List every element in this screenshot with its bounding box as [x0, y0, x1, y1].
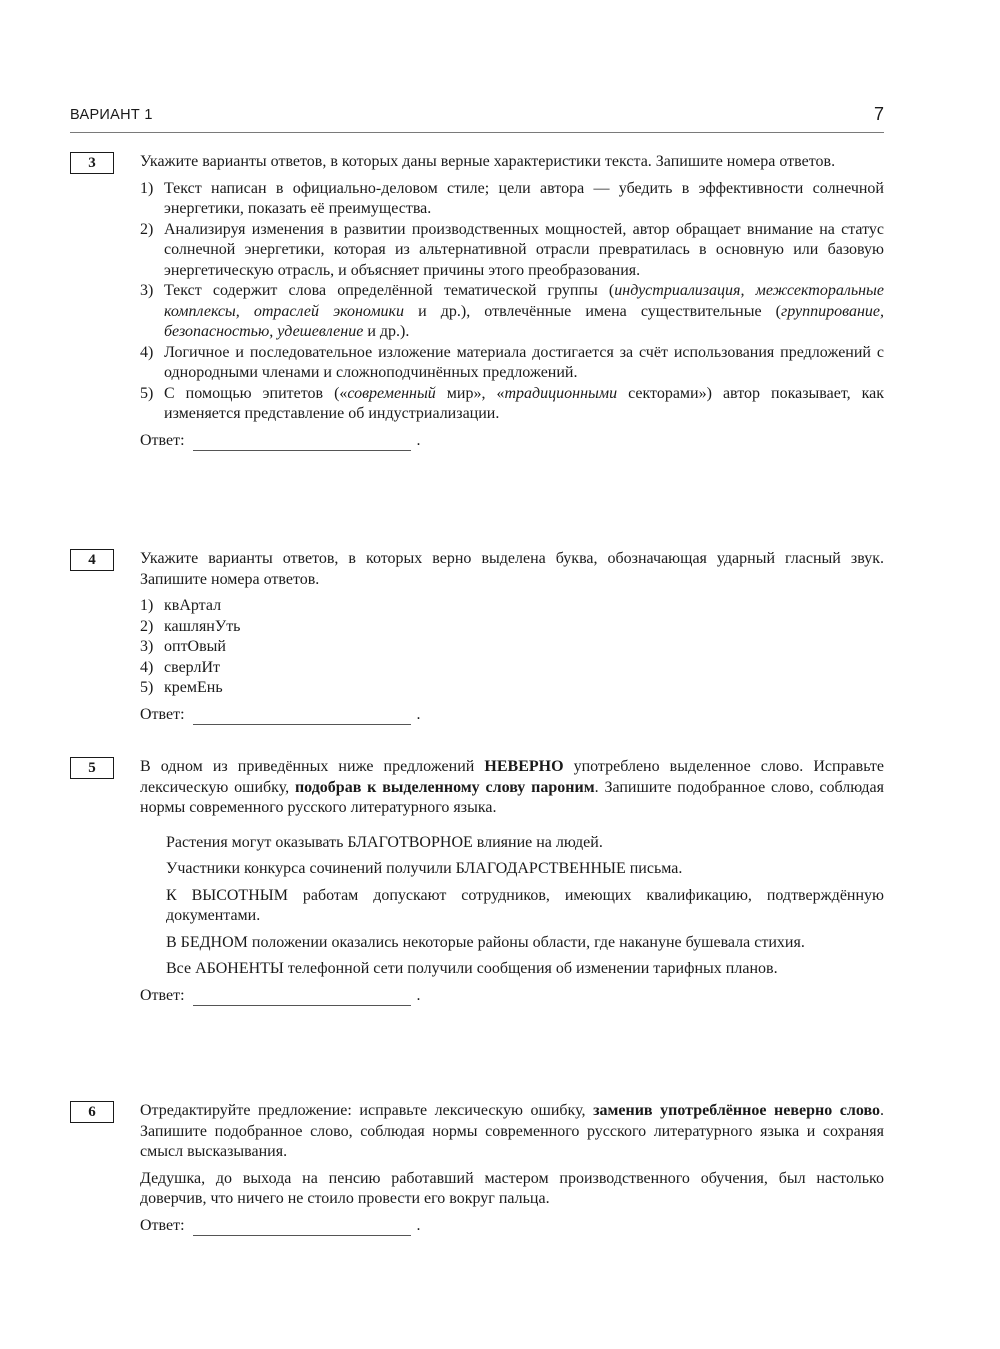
task-content: [140, 549, 884, 725]
answer-row: Ответ: .: [140, 431, 884, 452]
answer-field[interactable]: [193, 436, 411, 451]
option-text: оптОвый: [164, 638, 226, 655]
task-question: Отредактируйте предложение: исправьте лексическую ошибку, заменив употреблённое неверно слово. Запишите подобранное слово, соблюдая нормы современного русского литературного языка и сохраняя смысл высказывания.: [140, 1102, 884, 1160]
answer-row: Ответ: .: [140, 705, 884, 726]
task-content: [140, 757, 884, 1006]
task-content: [140, 1101, 884, 1236]
task-number-box: 6: [70, 1101, 114, 1123]
example-sentence: Все АБОНЕНТЫ телефонной сети получили сообщения об изменении тарифных планов.: [166, 960, 778, 977]
answer-field[interactable]: [193, 710, 411, 725]
answer-row: Ответ: .: [140, 986, 884, 1007]
answer-label: Ответ:: [140, 431, 185, 449]
answer-label: Ответ:: [140, 986, 185, 1004]
task-question: Укажите варианты ответов, в которых даны верные характеристики текста. Запишите номера ответов.: [140, 153, 836, 170]
task-content: [140, 152, 884, 451]
italic-examples: группирование, безопасностью, удешевление: [164, 302, 884, 340]
option-item: 2) кашлянУть: [140, 617, 884, 638]
option-text: сверлИт: [164, 658, 220, 676]
option-text: кремЕнь: [164, 679, 223, 696]
option-text: Текст содержит слова определённой тематической группы (: [164, 282, 615, 299]
option-text: С помощью эпитетов («: [164, 384, 348, 402]
answer-field[interactable]: [193, 1221, 411, 1236]
option-item: 1) квАртал: [140, 596, 884, 617]
options-list: [140, 596, 884, 699]
option-text: Анализируя изменения в развитии производственных мощностей, автор обращает внимание на статус солнечной энергетики, которая из альтернативной отрасли превратилась в основную или базовую энергетическую отрасль, и объясняет причины этого преобразования.: [164, 220, 884, 279]
option-item: 4) Логичное и последовательное изложение материала достигается за счёт использования предложений с однородными членами и сложноподчинённых предложений.: [140, 343, 884, 384]
page-number: 7: [873, 104, 884, 124]
example-sentence: Дедушка, до выхода на пенсию работавший мастером производственного обучения, был настолько доверчив, что ничего не стоило провести его вокруг пальца.: [140, 1169, 884, 1207]
task-question: Укажите варианты ответов, в которых верно выделена буква, обозначающая ударный гласный звук. Запишите номера ответов.: [140, 550, 884, 588]
task-question: В одном из приведённых ниже предложений НЕВЕРНО употреблено выделенное слово. Исправьте лексическую ошибку, подобрав к выделенному слову пароним. Запишите подобранное слово, соблюдая нормы современного русского литературного языка.: [140, 758, 885, 816]
options-list: [140, 179, 884, 425]
answer-field[interactable]: [193, 991, 411, 1006]
task-number-box: 4: [70, 549, 114, 571]
example-sentence: В БЕДНОМ положении оказались некоторые районы области, где накануне бушевала стихия.: [166, 933, 805, 951]
option-text: Логичное и последовательное изложение материала достигается за счёт использования предложений с однородными членами и сложноподчинённых предложений.: [164, 343, 884, 381]
answer-label: Ответ:: [140, 705, 185, 723]
task-number-box: 3: [70, 152, 114, 174]
option-item: 5) кремЕнь: [140, 678, 884, 699]
option-item: 1) Текст написан в официально-деловом стиле; цели автора — убедить в эффективности солнечной энергетики, показать её преимущества.: [140, 179, 884, 220]
option-text: квАртал: [164, 597, 222, 614]
option-text: кашлянУть: [164, 617, 241, 635]
option-item: 3) Текст содержит слова определённой тематической группы (индустриализация, межсекторальные комплексы, отраслей экономики и др.), отвлечённые имена существительные (группирование, безопасностью, удешевление и др.).: [140, 282, 884, 340]
option-text: Текст написан в официально-деловом стиле; цели автора — убедить в эффективности солнечной энергетики, показать её преимущества.: [164, 179, 884, 217]
italic-examples: индустриализация, межсекторальные комплексы, отраслей экономики: [164, 282, 884, 320]
example-sentence: К ВЫСОТНЫМ работам допускают сотрудников, имеющих квалификацию, подтверждённую документами.: [166, 886, 884, 924]
option-item: 2) Анализируя изменения в развитии производственных мощностей, автор обращает внимание на статус солнечной энергетики, которая из альтернативной отрасли превратилась в основную или базовую энергетическую отрасль, и объясняет причины этого преобразования.: [140, 220, 884, 282]
task-number-box: 5: [70, 757, 114, 779]
example-sentence: Растения могут оказывать БЛАГОТВОРНОЕ влияние на людей.: [166, 833, 603, 851]
option-item: 3) оптОвый: [140, 637, 884, 658]
example-sentence: Участники конкурса сочинений получили БЛАГОДАРСТВЕННЫЕ письма.: [166, 860, 683, 877]
option-item: 4) сверлИт: [140, 658, 884, 679]
option-item: 5) С помощью эпитетов («современный мир», «традиционными секторами») автор показывает, как изменяется представление об индустриализации.: [140, 384, 885, 422]
variant-label: ВАРИАНТ 1: [70, 107, 153, 123]
answer-row: Ответ: .: [140, 1216, 884, 1237]
answer-label: Ответ:: [140, 1216, 185, 1234]
page-header: [70, 104, 884, 133]
